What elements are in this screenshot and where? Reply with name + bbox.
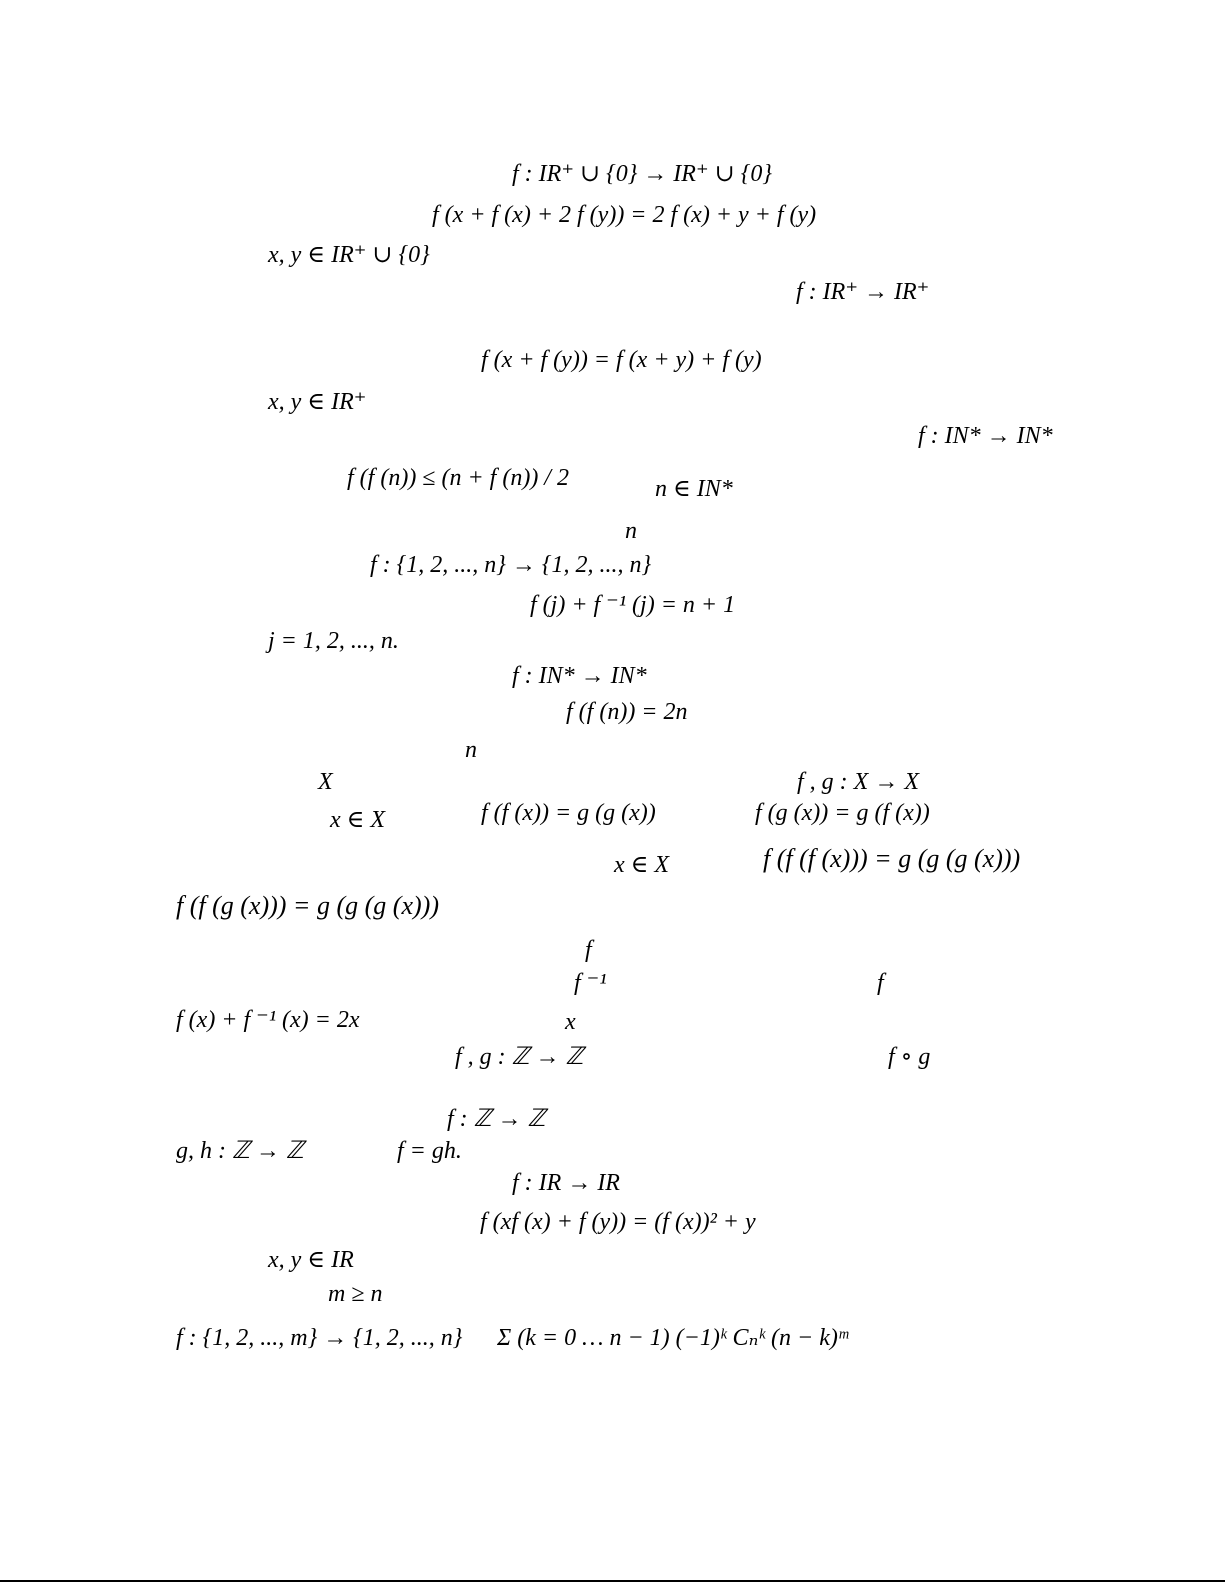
bottom-rule	[0, 1580, 1225, 1582]
formula-32: f : ℤ → ℤ	[447, 1106, 546, 1132]
formula-12: f (j) + f ⁻¹ (j) = n + 1	[530, 592, 736, 618]
formula-4: f : IR⁺ → IR⁺	[796, 279, 930, 305]
formula-15: f (f (n)) = 2n	[566, 699, 688, 725]
formula-16: n	[465, 737, 477, 763]
formula-36: f (xf (x) + f (y)) = (f (x))² + y	[480, 1209, 756, 1235]
formula-28: f (x) + f ⁻¹ (x) = 2x	[176, 1007, 360, 1033]
formula-17: X	[318, 769, 333, 795]
formula-27: f	[877, 970, 884, 996]
formula-5: f (x + f (y)) = f (x + y) + f (y)	[481, 347, 762, 373]
formula-24: f (f (g (x))) = g (g (g (x)))	[176, 891, 439, 920]
formula-33: g, h : ℤ → ℤ	[176, 1138, 304, 1164]
formula-20: f (f (x)) = g (g (x))	[481, 800, 656, 826]
formula-29: x	[565, 1009, 576, 1035]
formula-19: x ∈ X	[330, 807, 386, 833]
formula-22: x ∈ X	[614, 852, 670, 878]
formula-13: j = 1, 2, ..., n.	[268, 628, 399, 654]
formula-8: f (f (n)) ≤ (n + f (n)) / 2	[347, 465, 569, 491]
formula-11: f : {1, 2, ..., n} → {1, 2, ..., n}	[370, 552, 652, 578]
formula-31: f ∘ g	[888, 1044, 931, 1070]
formula-40: Σ (k = 0 … n − 1) (−1)ᵏ Cₙᵏ (n − k)ᵐ	[497, 1325, 848, 1351]
formula-37: x, y ∈ IR	[268, 1247, 354, 1273]
formula-14: f : IN* → IN*	[512, 663, 647, 689]
formula-34: f = gh.	[397, 1138, 462, 1164]
formula-26: f ⁻¹	[574, 970, 607, 996]
formula-9: n ∈ IN*	[655, 476, 733, 502]
formula-25: f	[585, 937, 592, 963]
formula-35: f : IR → IR	[512, 1170, 620, 1196]
formula-23: f (f (f (x))) = g (g (g (x)))	[763, 844, 1021, 873]
formula-39: f : {1, 2, ..., m} → {1, 2, ..., n}	[176, 1325, 463, 1351]
formula-38: m ≥ n	[328, 1281, 383, 1307]
formula-6: x, y ∈ IR⁺	[268, 389, 367, 415]
formula-10: n	[625, 518, 637, 544]
formula-30: f , g : ℤ → ℤ	[455, 1044, 584, 1070]
formula-3: x, y ∈ IR⁺ ∪ {0}	[268, 242, 430, 268]
formula-7: f : IN* → IN*	[918, 423, 1053, 449]
formula-21: f (g (x)) = g (f (x))	[755, 800, 930, 826]
formula-18: f , g : X → X	[797, 769, 919, 795]
formula-1: f : IR⁺ ∪ {0} → IR⁺ ∪ {0}	[512, 161, 772, 187]
formula-2: f (x + f (x) + 2 f (y)) = 2 f (x) + y + f (y)	[432, 202, 817, 228]
